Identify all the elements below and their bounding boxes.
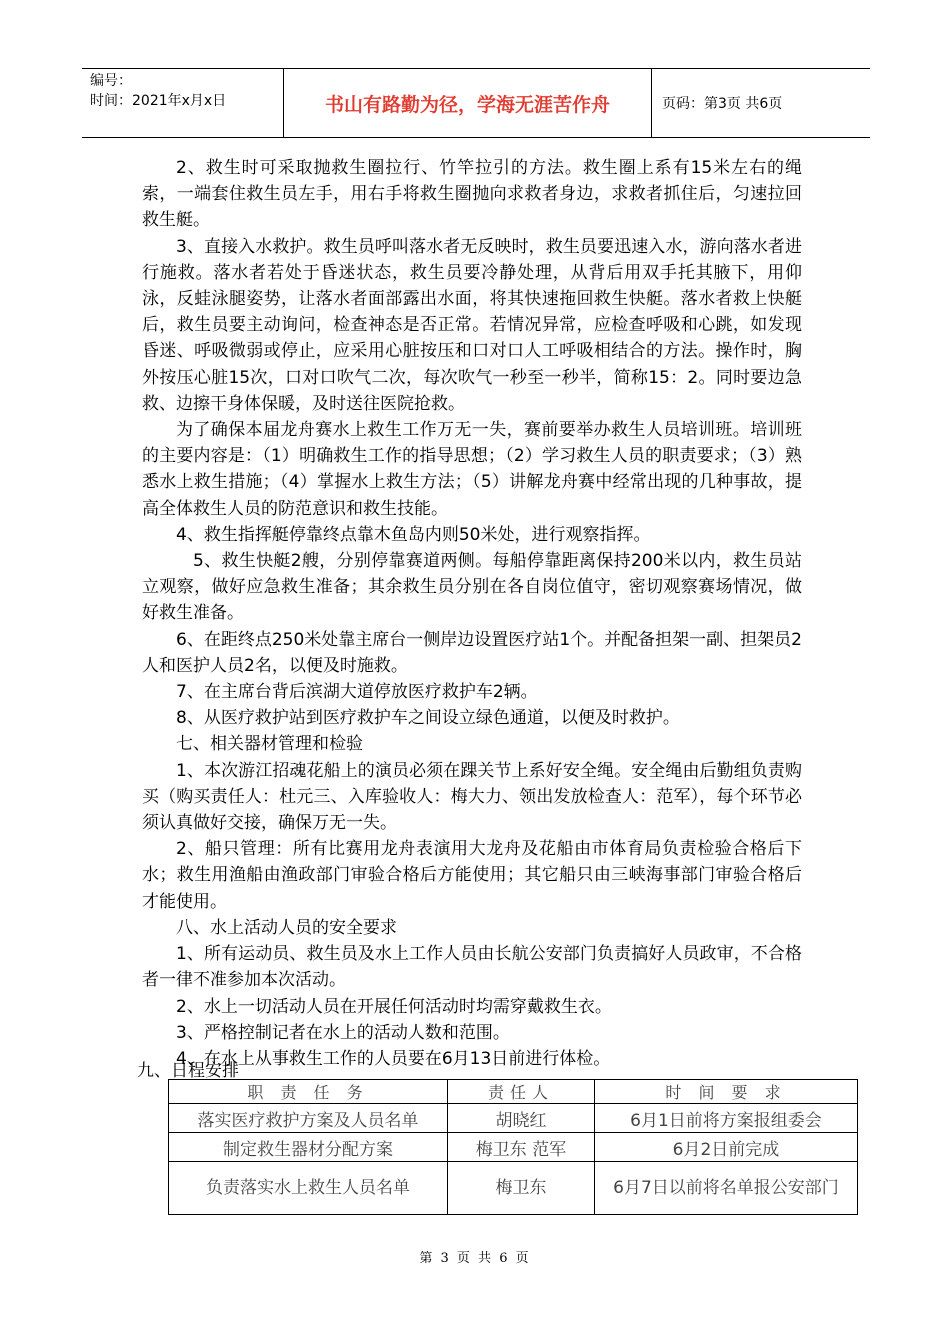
table-row: [169, 1104, 858, 1133]
header-meta: [82, 69, 284, 137]
section-heading: 八、水上活动人员的安全要求: [176, 917, 397, 938]
paragraph: 为了确保本届龙舟赛水上救生工作万无一失，赛前要举办救生人员培训班。培训班的主要内容是：（1）明确救生工作的指导思想；（2）学习救生人员的职责要求；（3）熟悉水上救生措施；（4）掌握水上救生方法；（5）讲解龙舟赛中经常出现的几种事故，提高全体救生人员的防范意识和救生技能。: [142, 420, 802, 519]
cell-task: 制定救生器材分配方案: [169, 1133, 448, 1162]
table-row: [169, 1162, 858, 1215]
cell-deadline: 6月2日前完成: [595, 1133, 858, 1162]
cell-task: 落实医疗救护方案及人员名单: [169, 1104, 448, 1133]
paragraph: 3、直接入水救护。救生员呼叫落水者无反映时，救生员要迅速入水，游向落水者进行施救。落水者若处于昏迷状态，救生员要冷静处理，从背后用双手托其腋下，用仰泳，反蛙泳腿姿势，让落水者面部露出水面，将其快速拖回救生快艇。落水者救上快艇后，救生员要主动询问，检查神态是否正常。若情况异常，应检查呼吸和心跳，如发现昏迷、呼吸微弱或停止，应采用心脏按压和口对口人工呼吸相结合的方法。操作时，胸外按压心脏15次，口对口吹气二次，每次吹气一秒至一秒半，简称15：2。同时要边急救、边擦干身体保暖，及时送往医院抢救。: [142, 236, 802, 414]
document-number-label: 编号：: [90, 73, 132, 89]
header-page-number: 页码：第3页 共6页: [662, 96, 783, 112]
cell-deadline: 6月1日前将方案报组委会: [595, 1104, 858, 1133]
cell-owner: 梅卫东: [448, 1162, 595, 1215]
cell-owner: 梅卫东 范军: [448, 1133, 595, 1162]
cell-owner: 胡晓红: [448, 1104, 595, 1133]
paragraph: 1、所有运动员、救生员及水上工作人员由长航公安部门负责搞好人员政审，不合格者一律不准参加本次活动。: [142, 944, 802, 991]
schedule-title: 九、日程安排: [137, 1061, 239, 1081]
paragraph: 4、在水上从事救生工作的人员要在6月13日前进行体检。: [176, 1048, 611, 1069]
document-body: [142, 155, 802, 1072]
header-motto: 书山有路勤为径，学海无涯苦作舟: [284, 69, 652, 137]
paragraph: 2、水上一切活动人员在开展任何活动时均需穿戴救生衣。: [176, 996, 612, 1017]
cell-deadline: 6月7日以前将名单报公安部门: [595, 1162, 858, 1215]
paragraph: 8、从医疗救护站到医疗救护车之间设立绿色通道，以便及时救护。: [176, 708, 680, 729]
page-header: [82, 68, 870, 138]
page-footer: 第 3 页 共 6 页: [419, 1251, 531, 1266]
paragraph: 2、救生时可采取抛救生圈拉行、竹竿拉引的方法。救生圈上系有15米左右的绳索，一端套住救生员左手，用右手将救生圈抛向求救者身边，求救者抓住后，匀速拉回救生艇。: [142, 158, 802, 231]
paragraph: 7、在主席台背后滨湖大道停放医疗救护车2辆。: [176, 682, 538, 703]
paragraph: 5、救生快艇2艘，分别停靠赛道两侧。每船停靠距离保持200米以内，救生员站立观察，做好应急救生准备；其余救生员分别在各自岗位值守，密切观察赛场情况，做好救生准备。: [142, 551, 802, 624]
table-row: [169, 1133, 858, 1162]
cell-task: 负责落实水上救生人员名单: [169, 1162, 448, 1215]
paragraph: 2、船只管理：所有比赛用龙舟表演用大龙舟及花船由市体育局负责检验合格后下水；救生用渔船由渔政部门审验合格后方能使用；其它船只由三峡海事部门审验合格后才能使用。: [142, 839, 802, 912]
column-header-deadline: 时 间 要 求: [595, 1080, 858, 1104]
paragraph: 1、本次游江招魂花船上的演员必须在踝关节上系好安全绳。安全绳由后勤组负责购买（购买责任人：杜元三、入库验收人：梅大力、领出发放检查人：范军），每个环节必须认真做好交接，确保万无一失。: [142, 760, 802, 834]
paragraph: 3、严格控制记者在水上的活动人数和范围。: [176, 1022, 510, 1043]
paragraph: 6、在距终点250米处靠主席台一侧岸边设置医疗站1个。并配备担架一副、担架员2人和医护人员2名，以便及时施救。: [142, 629, 802, 676]
document-time-label: 时间：2021年x月x日: [90, 93, 227, 109]
paragraph: 4、救生指挥艇停靠终点靠木鱼岛内则50米处，进行观察指挥。: [176, 524, 651, 545]
section-heading: 七、相关器材管理和检验: [176, 734, 363, 755]
table-header-row: [169, 1080, 858, 1104]
column-header-task: 职 责 任 务: [169, 1080, 448, 1104]
column-header-owner: 责任人: [448, 1080, 595, 1104]
schedule-table: [168, 1079, 858, 1215]
